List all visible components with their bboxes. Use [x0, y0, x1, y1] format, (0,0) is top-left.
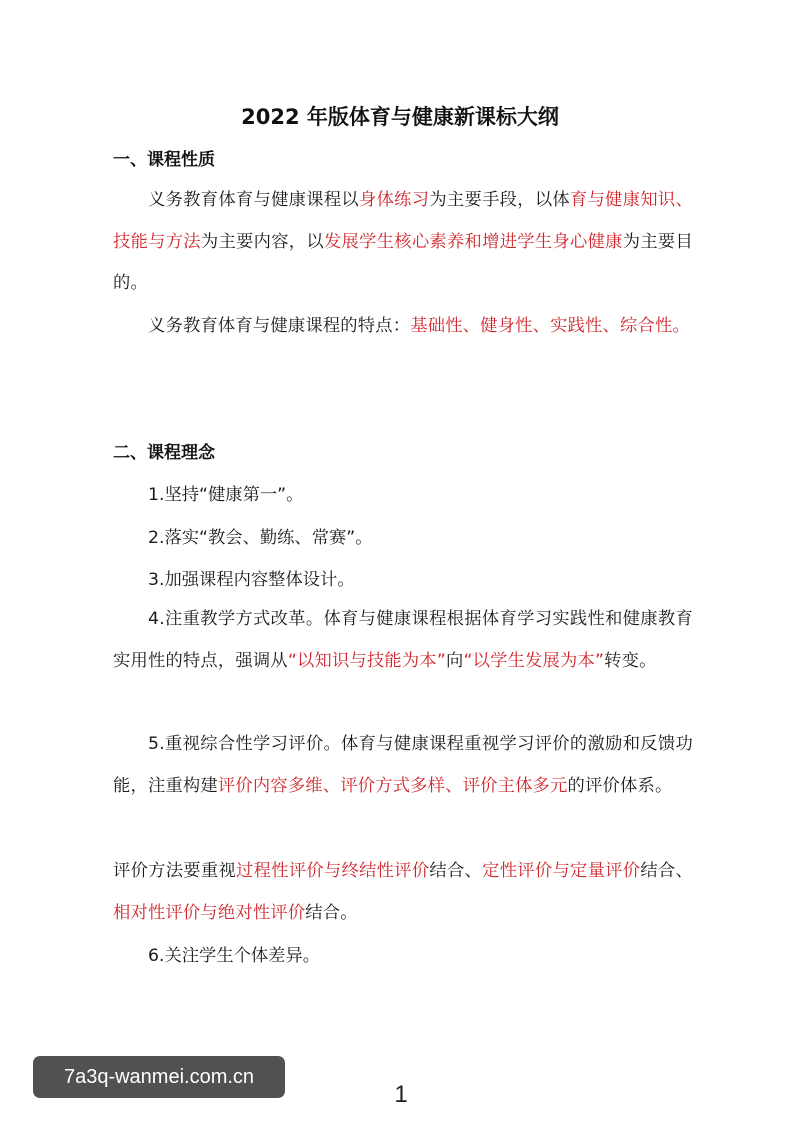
- emphasis-text: 育与健康知识、技能与方法: [113, 190, 693, 252]
- body-text: 结合、: [429, 861, 483, 881]
- list-item-5: [113, 724, 693, 807]
- body-text: 结合。: [305, 902, 358, 923]
- body-text: 为主要手段，以体: [429, 190, 571, 210]
- page-number: 1: [394, 1081, 408, 1108]
- list-item-2: 2.落实“教会、勤练、常赛”。: [148, 528, 373, 548]
- body-text: 为主要内容，以: [200, 231, 324, 252]
- list-item-6: 6.关注学生个体差异。: [148, 946, 321, 966]
- list-item-4: [113, 599, 693, 682]
- paragraph-course-nature: [113, 180, 693, 305]
- emphasis-text: 定性评价与定量评价: [482, 861, 641, 881]
- emphasis-text: “以知识与技能为本”: [287, 650, 446, 671]
- body-text: 为主要目的。: [113, 231, 693, 293]
- emphasis-text: 基础性、健身性、实践性、综合性。: [410, 316, 690, 336]
- watermark-badge: 7a3q-wanmei.com.cn: [33, 1056, 285, 1098]
- emphasis-text: 身体练习: [359, 190, 430, 210]
- body-text: 的评价体系。: [567, 775, 673, 796]
- emphasis-text: 过程性评价与终结性评价: [236, 861, 430, 881]
- body-text: 义务教育体育与健康课程的特点：: [148, 316, 411, 336]
- paragraph-evaluation-methods: [113, 851, 693, 934]
- list-item-1: 1.坚持“健康第一”。: [148, 485, 304, 505]
- list-item-3: 3.加强课程内容整体设计。: [148, 570, 355, 590]
- section-heading-course-philosophy: 二、课程理念: [113, 443, 215, 463]
- body-text: 转变。: [604, 650, 657, 671]
- emphasis-text: 评价内容多维、评价方式多样、评价主体多元: [217, 775, 568, 796]
- body-text: 向: [445, 650, 464, 671]
- paragraph-course-features: [113, 306, 693, 348]
- section-heading-course-nature: 一、课程性质: [113, 150, 215, 170]
- emphasis-text: 发展学生核心素养和增进学生身心健康: [323, 231, 623, 252]
- body-text: 4.注重教学方式改革。体育与健康课程根据体育学习实践性和健康教育实用性的特点，强调从: [113, 609, 693, 671]
- body-text: 结合、: [640, 861, 693, 881]
- body-text: 5.重视综合性学习评价。体育与健康课程重视学习评价的激励和反馈功能，注重构建: [113, 734, 693, 796]
- body-text: 评价方法要重视: [113, 861, 237, 881]
- emphasis-text: “以学生发展为本”: [463, 650, 605, 671]
- document-title: 2022 年版体育与健康新课标大纲: [241, 105, 559, 129]
- body-text: 义务教育体育与健康课程以: [148, 190, 359, 210]
- emphasis-text: 相对性评价与绝对性评价: [113, 902, 306, 923]
